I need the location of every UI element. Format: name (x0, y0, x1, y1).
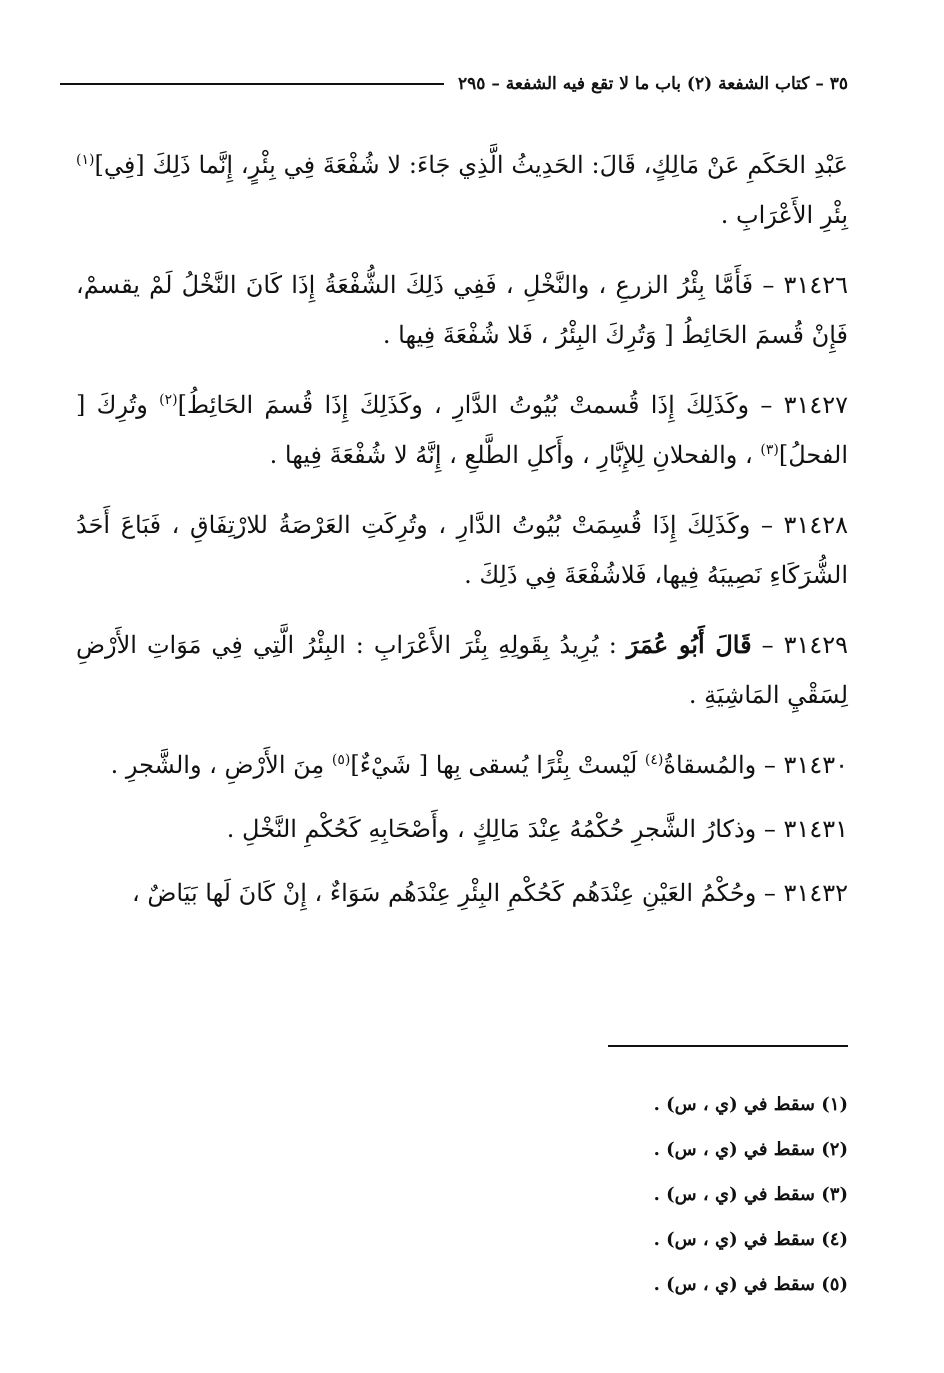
paragraph-31428: ٣١٤٢٨ – وكَذَلِكَ إِذَا قُسِمَتْ بُيُوتُ الدَّارِ ، وتُرِكَتِ العَرْصَةُ للارْتِفَاقِ ، فَبَاعَ أَحَدُ الشُّرَكَاءِ نَصِيبَهُ فِيها، فَلاشُفْعَةَ فِي ذَلِكَ . (76, 511, 848, 589)
speaker-lead: قَالَ أَبُو عُمَرَ (626, 630, 752, 659)
paragraph-text: وكَذَلِكَ إِذَا قُسمتْ بُيُوتُ الدَّارِ ، وكَذَلِكَ إِذَا قُسمَ الحَائِطُ] (177, 391, 750, 419)
main-text (76, 140, 848, 932)
footnote-1: (١) سقط في (ي ، س) . (653, 1094, 848, 1115)
paragraph-31432: ٣١٤٣٢ – وحُكْمُ العَيْنِ عِنْدَهُم كَحُكْمِ البِئْرِ عِنْدَهُم سَوَاءٌ ، إِنْ كَانَ لَها بَيَاضٌ ، (132, 879, 848, 907)
paragraph-text: بِئْرِ الأَعْرَابِ . (720, 201, 848, 229)
footnote-marker: (١) (76, 152, 95, 168)
footnotes (248, 1082, 848, 1307)
paragraph-text: لَيْستْ بِئْرًا يُسقى بِها [ شَيْءٌ] (350, 751, 645, 779)
paragraph-31429: ٣١٤٢٩ – قَالَ أَبُو عُمَرَ : يُرِيدُ بِقَولِهِ بِئْرَ الأَعْرَابِ : البِئْرُ الَّتِي فِي مَوَاتِ الأَرْضِ لِسَقْيِ المَاشِيَةِ . (76, 630, 849, 709)
footnote-marker: (٤) (644, 752, 664, 768)
paragraph-text: فَأَمَّا بِئْرُ الزرعِ ، والنَّخْلِ ، فَفِي ذَلِكَ الشُّفْعَةُ إِذَا كَانَ النَّخْلُ لَمْ يقسمْ، فَإِنْ قُسمَ الحَائِطُ [ وَتُرِكَ البِئْرُ ، فَلا شُفْعَةَ فِيها . (76, 271, 848, 349)
paragraph-31427: ٣١٤٢٧ – وكَذَلِكَ إِذَا قُسمتْ بُيُوتُ الدَّارِ ، وكَذَلِكَ إِذَا قُسمَ الحَائِطُ]$^{(٢)}$ وتُرِكَ [ الفحلُ]$^{(٣)}$ ، والفحلانِ لِلإِبَّارِ ، وأَكلِ الطَّلعِ ، إِنَّهُ لا شُفْعَةَ فِيها . (76, 391, 849, 469)
running-title: ٣٥ – كتاب الشفعة (٢) باب ما لا تقع فيه الشفعة – ٢٩٥ (458, 74, 848, 94)
paragraph-text: والمُسقاةُ (663, 751, 757, 779)
paragraph-31426: ٣١٤٢٦ – فَأَمَّا بِئْرُ الزرعِ ، والنَّخْلِ ، فَفِي ذَلِكَ الشُّفْعَةُ إِذَا كَانَ النَّخْلُ لَمْ يقسمْ، فَإِنْ قُسمَ الحَائِطُ [ وَتُرِكَ البِئْرُ ، فَلا شُفْعَةَ فِيها . (76, 271, 848, 349)
paragraph-text: ، والفحلانِ لِلإِبَّارِ ، وأَكلِ الطَّلعِ ، إِنَّهُ لا شُفْعَةَ فِيها . (269, 441, 761, 469)
paragraph-number: ٣١٤٢٨ (783, 511, 848, 539)
paragraph-number: ٣١٤٣١ (783, 815, 848, 843)
footnote-3: (٣) سقط في (ي ، س) . (653, 1184, 848, 1205)
paragraph-number: ٣١٤٣٢ (783, 879, 848, 907)
paragraph-31430: ٣١٤٣٠ – والمُسقاةُ$^{(٤)}$ لَيْستْ بِئْرًا يُسقى بِها [ شَيْءٌ]$^{(٥)}$ مِنَ الأَرْضِ ، والشَّجرِ . (110, 751, 848, 779)
paragraph-text: مِنَ الأَرْضِ ، والشَّجرِ . (110, 751, 332, 779)
paragraph-text: : يُرِيدُ بِقَولِهِ بِئْرَ الأَعْرَابِ : البِئْرُ الَّتِي فِي مَوَاتِ الأَرْضِ لِسَقْيِ المَاشِيَةِ . (76, 631, 848, 709)
paragraph-number: ٣١٤٢٧ (783, 391, 849, 419)
footnote-4: (٤) سقط في (ي ، س) . (653, 1229, 848, 1250)
paragraph-number: ٣١٤٢٩ (783, 631, 849, 659)
running-header (60, 66, 848, 102)
paragraph-text: وحُكْمُ العَيْنِ عِنْدَهُم كَحُكْمِ البِئْرِ عِنْدَهُم سَوَاءٌ ، إِنْ كَانَ لَها بَيَاضٌ ، (132, 879, 757, 907)
footnote-marker: (٢) (159, 392, 178, 408)
footnote-2: (٢) سقط في (ي ، س) . (653, 1139, 848, 1160)
paragraph-text: عَبْدِ الحَكَمِ عَنْ مَالِكٍ، قَالَ: الحَدِيثُ الَّذِي جَاءَ: لا شُفْعَةَ فِي بِئْرٍ، إِنَّما ذَلِكَ [فِي] (94, 151, 848, 179)
footnote-marker: (٥) (331, 752, 351, 768)
footnote-marker: (٣) (760, 442, 779, 458)
paragraph-number: ٣١٤٢٦ (783, 271, 848, 299)
footnote-5: (٥) سقط في (ي ، س) . (653, 1274, 848, 1295)
paragraph-number: ٣١٤٣٠ (783, 751, 848, 779)
paragraph-text: وتُرِكَ [ الفحلُ] (76, 391, 848, 469)
footnote-separator (608, 1045, 848, 1047)
paragraph-text: وذكارُ الشَّجرِ حُكْمُهُ عِنْدَ مَالِكٍ ، وأَصْحَابِهِ كَحُكْمِ النَّخْلِ . (226, 815, 757, 843)
paragraph-31431: ٣١٤٣١ – وذكارُ الشَّجرِ حُكْمُهُ عِنْدَ مَالِكٍ ، وأَصْحَابِهِ كَحُكْمِ النَّخْلِ . (226, 815, 848, 843)
header-rule (60, 83, 444, 85)
paragraph-continuation (76, 140, 848, 240)
paragraph-text: وكَذَلِكَ إِذَا قُسِمَتْ بُيُوتُ الدَّارِ ، وتُرِكَتِ العَرْصَةُ للارْتِفَاقِ ، فَبَاعَ أَحَدُ الشُّرَكَاءِ نَصِيبَهُ فِيها، فَلاشُفْعَةَ فِي ذَلِكَ . (76, 511, 848, 589)
